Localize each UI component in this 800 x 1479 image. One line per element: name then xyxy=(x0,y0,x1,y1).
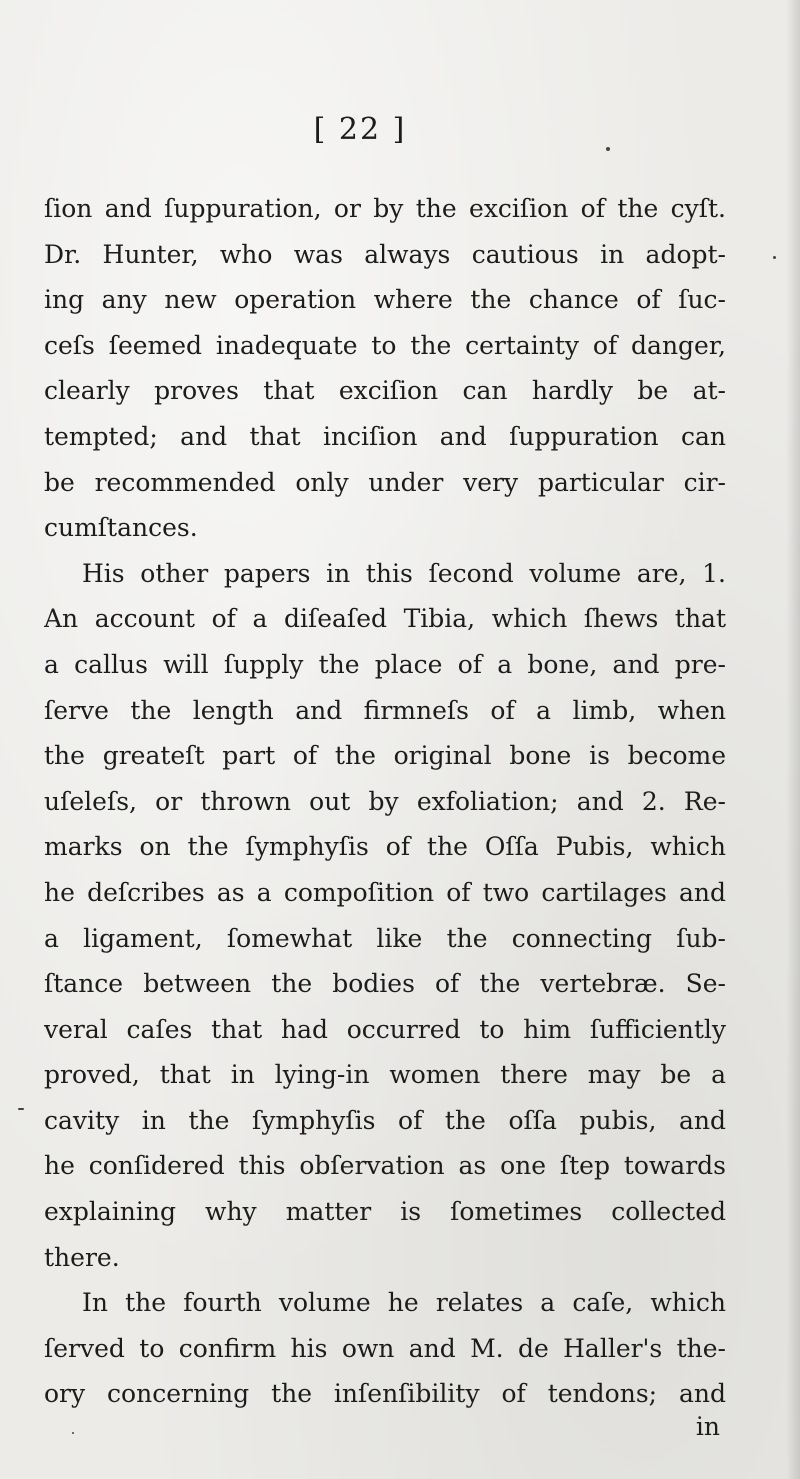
text-line: proved, that in lying-in women there may be a xyxy=(44,1060,726,1090)
ink-speck xyxy=(773,256,776,259)
text-line: His other papers in this ſecond volume are, 1. xyxy=(82,558,726,588)
text-line: he conſidered this obſervation as one ſtep towards xyxy=(44,1151,726,1181)
text-line: ſerved to confirm his own and M. de Haller's the- xyxy=(44,1333,726,1363)
text-line: he deſcribes as a compoſition of two cartilages and xyxy=(44,877,726,907)
ink-speck xyxy=(18,1108,24,1110)
text-line: cumſtances. xyxy=(44,513,198,543)
text-line: ſerve the length and firmneſs of a limb, when xyxy=(44,695,726,725)
text-line: tempted; and that inciſion and ſuppuration can xyxy=(44,421,726,451)
page-number: [ 22 ] xyxy=(313,112,407,147)
text-line: An account of a diſeaſed Tibia, which ſhews that xyxy=(44,604,726,634)
text-line: be recommended only under very particular cir- xyxy=(44,467,726,497)
text-line: ing any new operation where the chance of ſuc- xyxy=(44,285,726,315)
text-line: marks on the ſymphyſis of the Oſſa Pubis, which xyxy=(44,832,726,862)
paragraph xyxy=(44,186,726,551)
paragraph xyxy=(44,1280,726,1417)
paragraph xyxy=(44,551,726,1281)
page-edge-shadow xyxy=(786,0,800,1479)
text-line: ſtance between the bodies of the vertebræ. Se- xyxy=(44,969,726,999)
text-line: ory concerning the inſenſibility of tendons; and xyxy=(44,1379,726,1409)
body-text xyxy=(44,186,726,1417)
ink-speck xyxy=(606,147,610,151)
text-line: cavity in the ſymphyſis of the oſſa pubis, and xyxy=(44,1105,726,1135)
text-line: veral caſes that had occurred to him ſufficiently xyxy=(44,1014,726,1044)
text-line: ſion and ſuppuration, or by the exciſion of the cyſt. xyxy=(44,194,726,223)
text-line: uſeleſs, or thrown out by exfoliation; and 2. Re- xyxy=(44,786,726,816)
ink-speck xyxy=(72,1432,74,1434)
text-line: a callus will ſupply the place of a bone, and pre- xyxy=(44,649,726,679)
text-line: a ligament, ſomewhat like the connecting ſub- xyxy=(44,923,726,953)
text-line: In the fourth volume he relates a caſe, which xyxy=(82,1288,726,1318)
text-line: Dr. Hunter, who was always cautious in adopt- xyxy=(44,239,726,269)
text-line: ceſs ſeemed inadequate to the certainty of danger, xyxy=(44,330,726,360)
text-line: the greateſt part of the original bone is become xyxy=(44,741,726,771)
text-line: explaining why matter is ſometimes collected xyxy=(44,1197,726,1227)
catchword: in xyxy=(695,1412,720,1441)
text-line: there. xyxy=(44,1242,120,1272)
text-line: clearly proves that exciſion can hardly be at- xyxy=(44,376,726,406)
